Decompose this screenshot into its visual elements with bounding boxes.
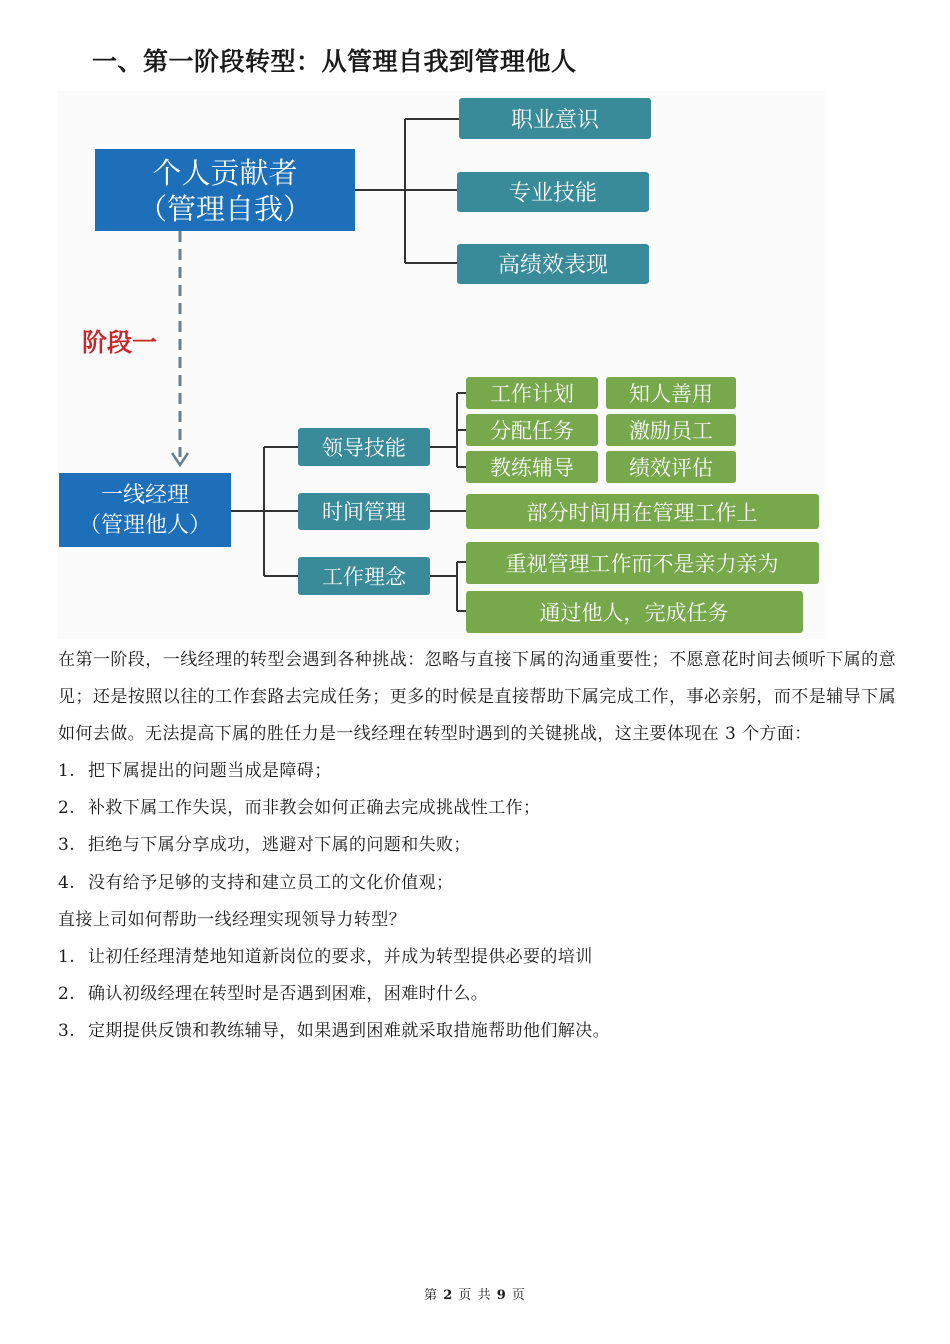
svg-text:部分时间用在管理工作上: 部分时间用在管理工作上 (526, 501, 758, 525)
svg-text:分配任务: 分配任务 (490, 419, 574, 443)
leadership-item-5 (466, 451, 598, 483)
page-number: 2 (443, 1288, 454, 1303)
time-item-1 (466, 494, 819, 529)
first-line-manager-node (59, 473, 231, 547)
svg-text:绩效评估: 绩效评估 (629, 456, 713, 480)
leadership-item-3 (466, 414, 598, 446)
career-transition-diagram (57, 91, 825, 639)
svg-text:一线经理: 一线经理 (100, 483, 190, 508)
svg-text:工作计划: 工作计划 (490, 382, 574, 406)
intro-paragraph: 在第一阶段，一线经理的转型会遇到各种挑战：忽略与直接下属的沟通重要性；不愿意花时间去倾听下属的意见；还是按照以往的工作套路去完成任务；更多的时候是直接帮助下属完成工作，事必亲躬，而不是辅导下属如何去做。无法提高下属的胜任力是一线经理在转型时遇到的关键挑战，这主要体现在 3 个方面： (58, 650, 896, 744)
leadership-item-2 (606, 377, 736, 409)
list-item: 1. 让初任经理清楚地知道新岗位的要求，并成为转型提供必要的培训 (58, 947, 593, 968)
leadership-item-4 (606, 414, 736, 446)
svg-text:职业意识: 职业意识 (510, 108, 600, 133)
list-item: 1. 把下属提出的问题当成是障碍； (58, 761, 332, 781)
list-item: 3. 定期提供反馈和教练辅导，如果遇到困难就采取措施帮助他们解决。 (58, 1021, 610, 1042)
branch-leadership (298, 428, 430, 466)
top-child-2 (457, 172, 649, 212)
philosophy-item-1 (466, 542, 819, 584)
svg-text:时间管理: 时间管理 (322, 500, 406, 524)
svg-text:（管理自我）: （管理自我） (137, 192, 313, 226)
section-heading: 一、第一阶段转型：从管理自我到管理他人 (92, 47, 577, 76)
svg-text:重视管理工作而不是亲力亲为: 重视管理工作而不是亲力亲为 (505, 552, 779, 576)
svg-text:激励员工: 激励员工 (629, 419, 713, 443)
svg-text:专业技能: 专业技能 (508, 181, 598, 206)
stage-arrow (172, 231, 188, 465)
svg-text:教练辅导: 教练辅导 (490, 456, 574, 480)
top-connectors (355, 119, 459, 263)
branch-work-philosophy (298, 557, 430, 595)
list-item: 4. 没有给予足够的支持和建立员工的文化价值观； (58, 872, 454, 893)
list-item: 2. 补救下属工作失误，而非教会如何正确去完成挑战性工作； (58, 798, 541, 819)
philosophy-item-2 (466, 591, 803, 633)
svg-text:领导技能: 领导技能 (322, 436, 406, 460)
leadership-item-6 (606, 451, 736, 483)
branch-time-management (298, 493, 430, 530)
svg-text:（管理他人）: （管理他人） (78, 513, 212, 538)
page-total: 9 (496, 1288, 507, 1303)
svg-text:个人贡献者: 个人贡献者 (152, 156, 298, 190)
top-child-1 (459, 98, 651, 139)
individual-contributor-node (95, 149, 355, 231)
leadership-item-1 (466, 377, 598, 409)
svg-text:高绩效表现: 高绩效表现 (497, 253, 609, 278)
list-item: 3. 拒绝与下属分享成功，逃避对下属的问题和失败； (58, 835, 471, 856)
top-child-3 (457, 244, 649, 284)
stage-label: 阶段一 (82, 328, 158, 357)
svg-text:通过他人，完成任务: 通过他人，完成任务 (539, 601, 729, 625)
question-line: 直接上司如何帮助一线经理实现领导力转型？ (58, 909, 406, 930)
svg-text:工作理念: 工作理念 (322, 565, 406, 589)
body-text (58, 642, 896, 1051)
list-item: 2. 确认初级经理在转型时是否遇到困难，困难时什么。 (58, 984, 489, 1005)
svg-text:知人善用: 知人善用 (629, 382, 713, 406)
page-footer: 第 2 页 共 9 页 (424, 1288, 526, 1303)
